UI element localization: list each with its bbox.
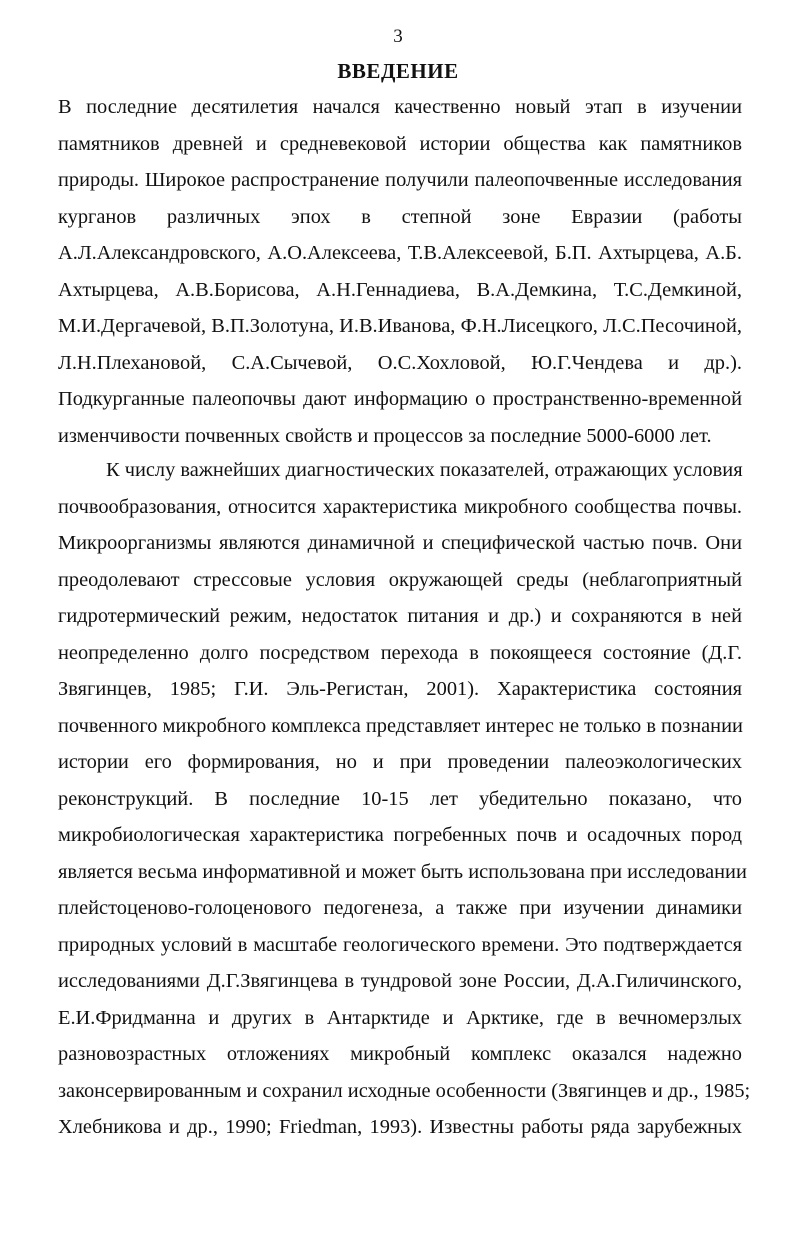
paragraph-1: [58, 89, 742, 454]
text-line: А.Л.Александровского, А.О.Алексеева, Т.В.Алексеевой, Б.П. Ахтырцева, А.Б.: [58, 242, 742, 264]
section-heading: ВВЕДЕНИЕ: [337, 59, 459, 83]
text-line: неопределенно долго посредством перехода в покоящееся состояние (Д.Г.: [58, 641, 742, 664]
text-line: плейстоценово-голоценового педогенеза, а также при изучении динамики: [58, 897, 742, 919]
text-line: Ахтырцева, А.В.Борисова, А.Н.Геннадиева, В.А.Демкина, Т.С.Демкиной,: [58, 278, 742, 301]
text-line: реконструкций. В последние 10-15 лет убедительно показано, что: [58, 787, 742, 810]
text-line: К числу важнейших диагностических показателей, отражающих условия: [106, 459, 743, 481]
paragraph-2: [58, 452, 751, 1146]
text-line: изменчивости почвенных свойств и процессов за последние 5000-6000 лет.: [58, 424, 712, 447]
text-line: гидротермический режим, недостаток питания и др.) и сохраняются в ней: [58, 605, 742, 627]
page-number: 3: [393, 26, 403, 47]
text-line: природных условий в масштабе геологического времени. Это подтверждается: [58, 933, 742, 956]
text-line: исследованиями Д.Г.Звягинцева в тундровой зоне России, Д.А.Гиличинского,: [58, 970, 742, 992]
text-line: курганов различных эпох в степной зоне Евразии (работы: [58, 205, 742, 228]
text-line: Звягинцев, 1985; Г.И. Эль-Регистан, 2001). Характеристика состояния: [58, 678, 742, 700]
text-line: Е.И.Фридманна и других в Антарктиде и Арктике, где в вечномерзлых: [58, 1006, 742, 1029]
text-line: разновозрастных отложениях микробный комплекс оказался надежно: [58, 1043, 742, 1065]
text-line: Подкурганные палеопочвы дают информацию о пространственно-временной: [58, 388, 742, 410]
text-line: является весьма информативной и может быть использована при исследовании: [58, 860, 747, 883]
text-line: Л.Н.Плехановой, С.А.Сычевой, О.С.Хохловой, Ю.Г.Чендева и др.).: [58, 351, 742, 374]
text-line: памятников древней и средневековой истории общества как памятников: [58, 132, 742, 155]
text-line: почвообразования, относится характеристика микробного сообщества почвы.: [58, 495, 742, 518]
text-line: законсервированным и сохранил исходные особенности (Звягинцев и др., 1985;: [58, 1079, 751, 1102]
text-line: М.И.Дергачевой, В.П.Золотуна, И.В.Иванова, Ф.Н.Лисецкого, Л.С.Песочиной,: [58, 315, 742, 337]
text-line: В последние десятилетия начался качественно новый этап в изучении: [58, 96, 742, 118]
text-line: истории его формирования, но и при проведении палеоэкологических: [58, 751, 742, 773]
text-line: почвенного микробного комплекса представляет интерес не только в познании: [58, 714, 743, 737]
text-line: Хлебникова и др., 1990; Friedman, 1993). Известны работы ряда зарубежных: [58, 1116, 742, 1138]
text-line: преодолевают стрессовые условия окружающей среды (неблагоприятный: [58, 568, 742, 591]
text-line: природы. Широкое распространение получили палеопочвенные исследования: [58, 169, 742, 191]
text-line: Микроорганизмы являются динамичной и специфической частью почв. Они: [58, 532, 742, 554]
text-line: микробиологическая характеристика погребенных почв и осадочных пород: [58, 824, 742, 846]
